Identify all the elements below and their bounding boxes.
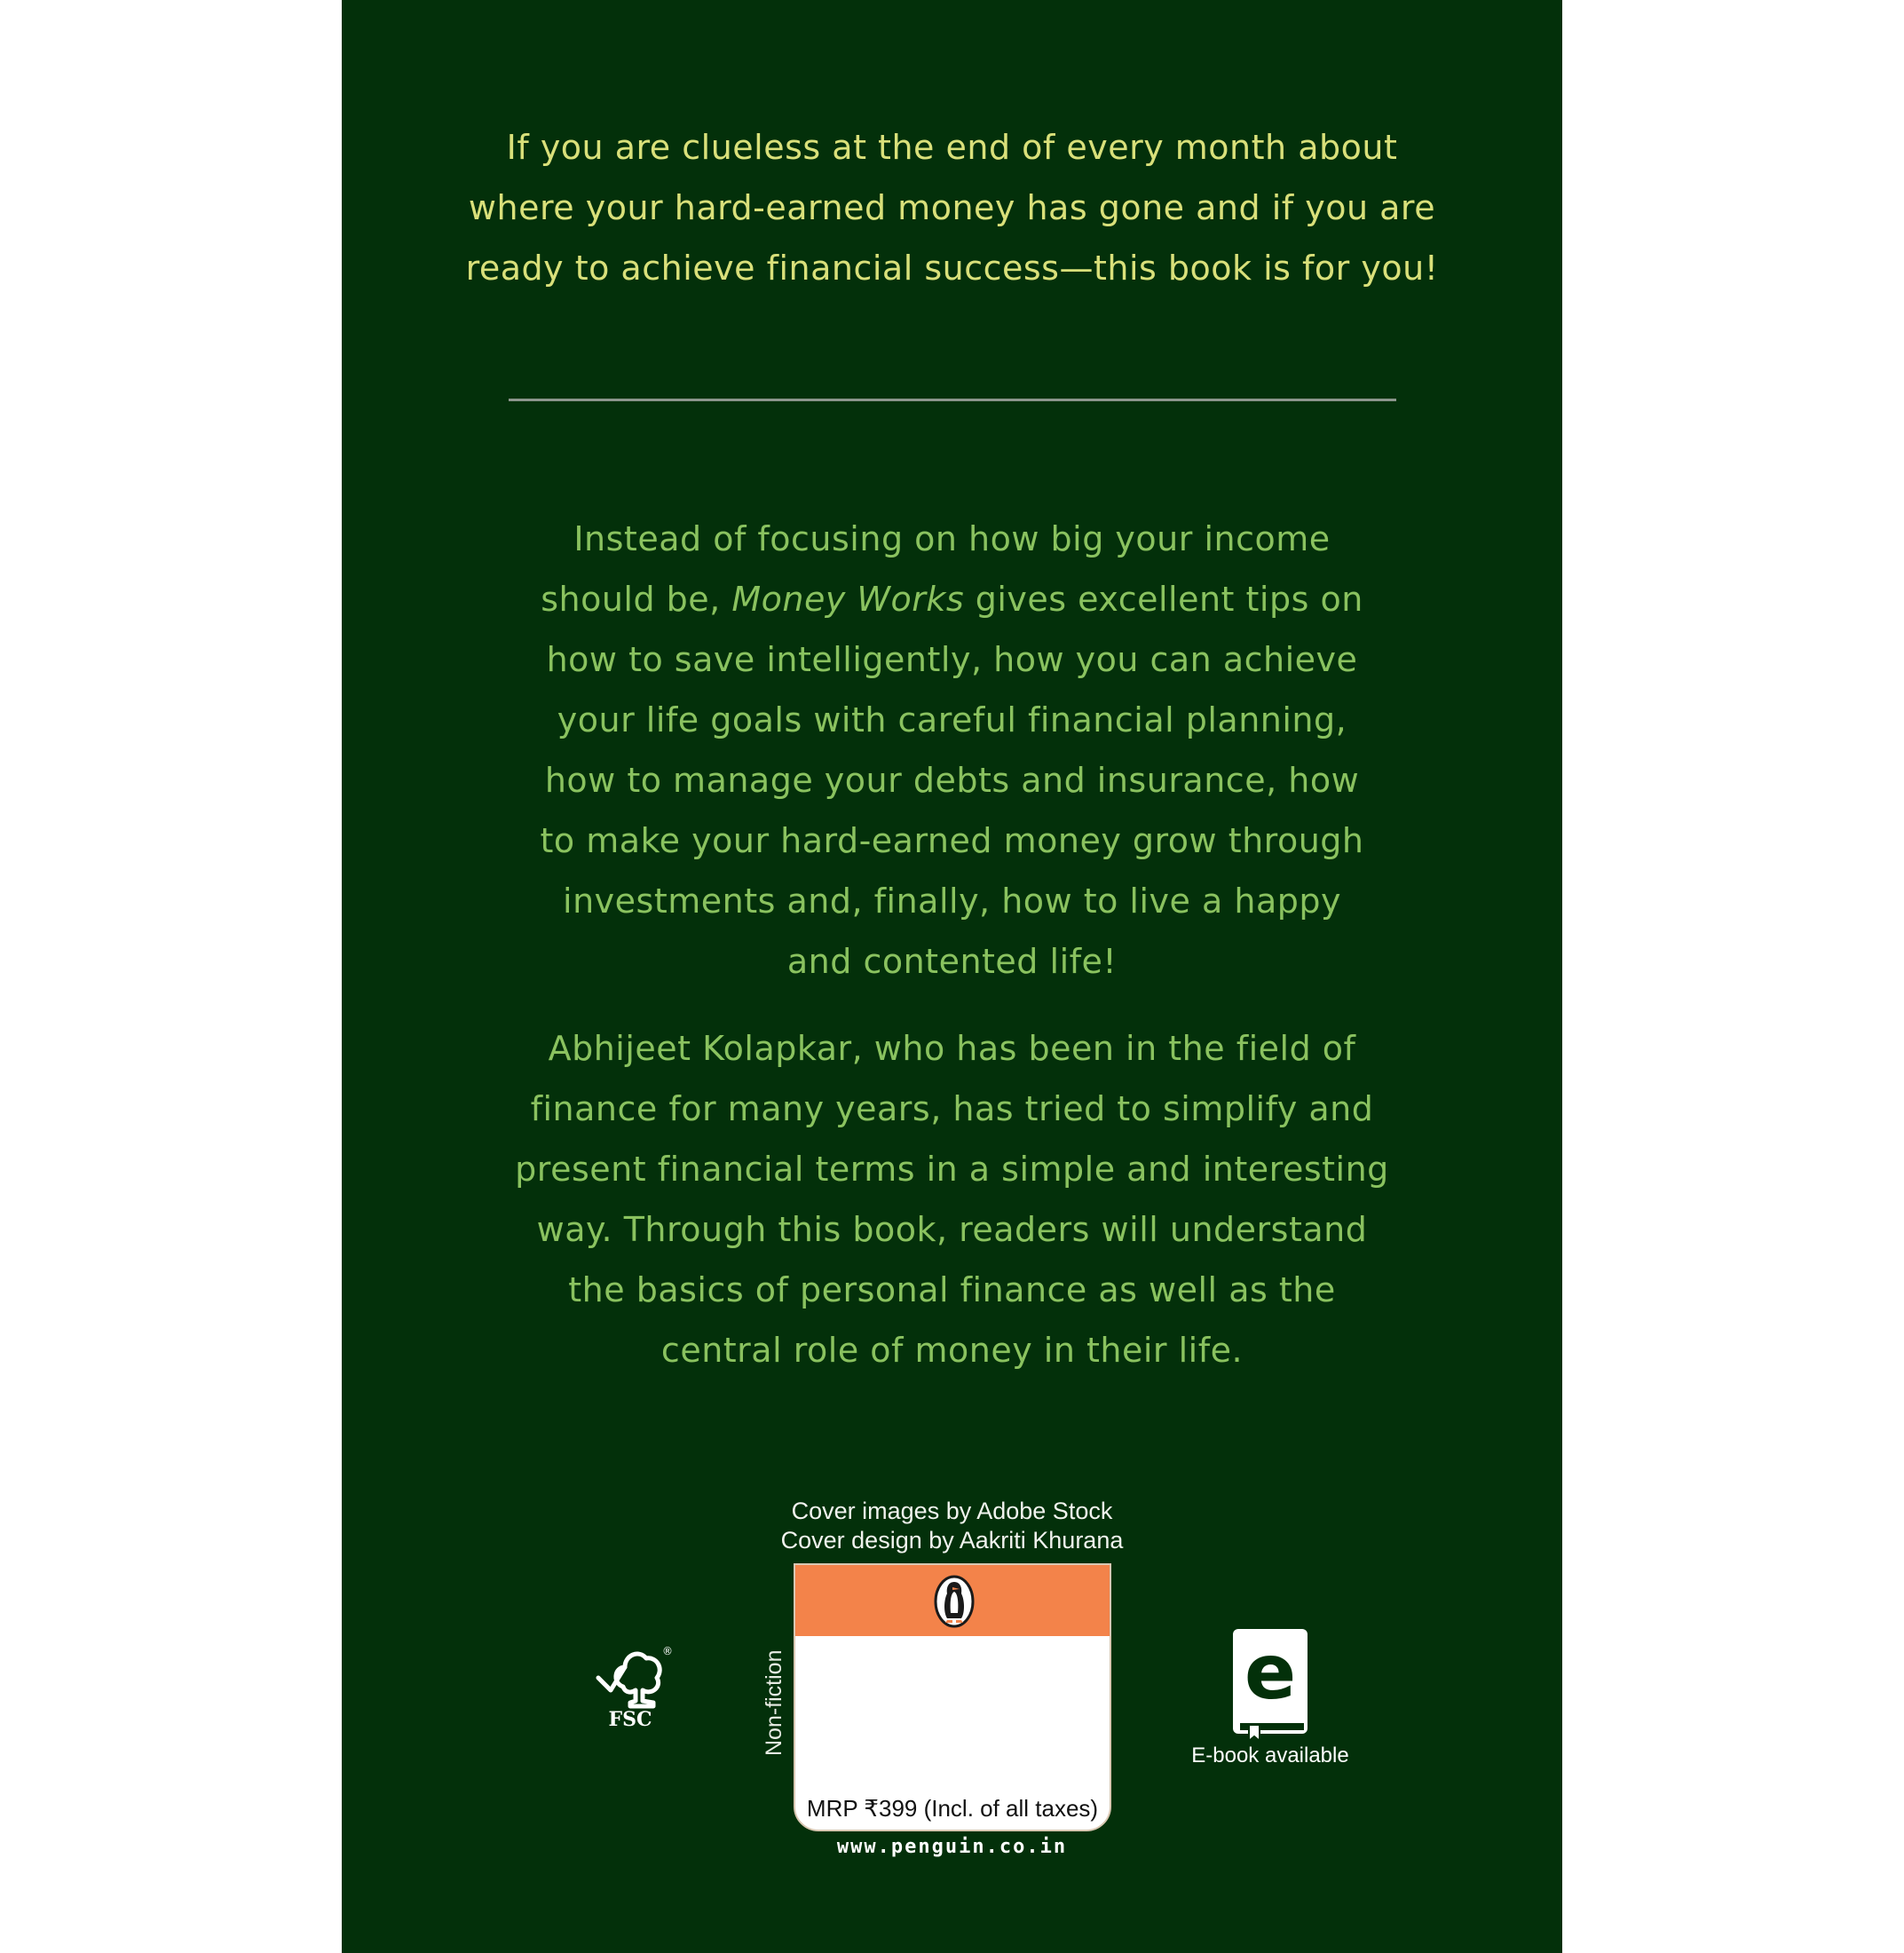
price-label: MRP ₹399 (Incl. of all taxes) <box>806 1795 1099 1822</box>
tagline-line: where your hard-earned money has gone and if you are <box>468 188 1436 227</box>
blurb-line: finance for many years, has tried to simplify and <box>530 1089 1374 1128</box>
blurb-paragraph-1 <box>342 509 1562 992</box>
blurb-text: gives excellent tips on <box>964 580 1363 619</box>
blurb-text: should be, <box>541 580 732 619</box>
blurb-line: Instead of focusing on how big your income <box>573 519 1331 558</box>
ebook-letter: e <box>1244 1628 1297 1717</box>
ebook-label: E-book available <box>1191 1743 1349 1767</box>
blurb-paragraph-2 <box>342 1018 1562 1380</box>
blurb-line: present financial terms in a simple and interesting <box>515 1150 1389 1189</box>
blurb-line <box>342 569 1562 629</box>
blurb-line: way. Through this book, readers will understand <box>536 1210 1368 1249</box>
blurb-line: central role of money in their life. <box>660 1331 1244 1370</box>
blurb-line: the basics of personal finance as well as the <box>568 1270 1336 1309</box>
book-title: Money Works <box>731 580 965 619</box>
blurb-line: Abhijeet Kolapkar, who has been in the field of <box>548 1029 1356 1068</box>
genre-label: Non-fiction <box>762 1649 786 1756</box>
blurb-line: to make your hard-earned money grow through <box>540 821 1364 860</box>
blurb-line: your life goals with careful financial planning, <box>557 700 1347 739</box>
blurb-line: investments and, finally, how to live a happy <box>563 882 1341 921</box>
publisher-website: www.penguin.co.in <box>836 1836 1068 1858</box>
price-sticker-band <box>795 1565 1110 1636</box>
price-sticker <box>794 1563 1111 1831</box>
ebook-icon <box>1229 1627 1311 1743</box>
divider <box>509 399 1396 401</box>
fsc-label: FSC <box>608 1708 652 1731</box>
tagline-line: ready to achieve financial success—this book is for you! <box>465 249 1439 288</box>
blurb-line: and contented life! <box>786 942 1118 981</box>
blurb-line: how to save intelligently, how you can achieve <box>546 640 1358 679</box>
blurb-line: how to manage your debts and insurance, how <box>544 761 1360 800</box>
fsc-registered-mark: ® <box>662 1645 673 1657</box>
image-credit: Cover images by Adobe Stock <box>791 1498 1113 1524</box>
tagline-line: If you are clueless at the end of every month about <box>506 128 1398 167</box>
fsc-logo-icon <box>589 1641 671 1729</box>
cover-credits <box>342 1497 1562 1555</box>
book-back-cover <box>342 0 1562 1953</box>
penguin-logo-icon <box>933 1574 976 1629</box>
design-credit: Cover design by Aakriti Khurana <box>780 1527 1124 1554</box>
tagline <box>342 117 1562 298</box>
